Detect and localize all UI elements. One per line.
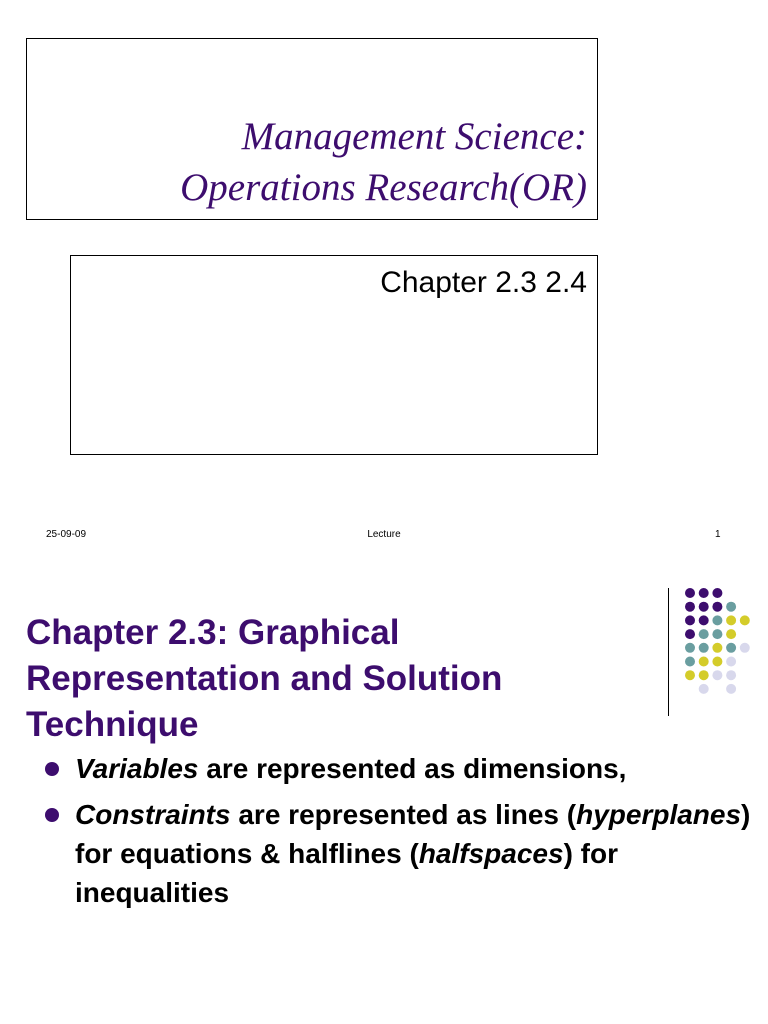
decorative-dot bbox=[699, 643, 709, 653]
bullet-emphasis: Variables bbox=[75, 753, 199, 784]
decorative-dot bbox=[699, 684, 709, 694]
footer-date: 25-09-09 bbox=[46, 529, 87, 540]
bullet-icon bbox=[45, 762, 59, 776]
decorative-dot bbox=[726, 615, 736, 625]
decorative-dot bbox=[726, 602, 736, 612]
footer-center-text: Lecture bbox=[367, 529, 401, 540]
decorative-dot bbox=[699, 657, 709, 667]
decorative-dot bbox=[726, 670, 736, 680]
decorative-dot bbox=[699, 670, 709, 680]
decorative-dot bbox=[685, 643, 695, 653]
decorative-dot bbox=[699, 602, 709, 612]
bullet-emphasis: hyperplanes bbox=[576, 799, 742, 830]
bullet-item bbox=[75, 795, 755, 912]
decorative-dot bbox=[712, 629, 722, 639]
decorative-dot bbox=[726, 684, 736, 694]
bullet-emphasis: halfspaces bbox=[418, 838, 564, 869]
title-line-1: Management Science: bbox=[241, 115, 587, 158]
bullet-icon bbox=[45, 808, 59, 822]
decorative-dot bbox=[685, 615, 695, 625]
decorative-dot bbox=[712, 643, 722, 653]
decorative-dot bbox=[685, 629, 695, 639]
bullet-emphasis: Constraints bbox=[75, 799, 231, 830]
decorative-dot bbox=[712, 657, 722, 667]
bullet-item bbox=[75, 749, 755, 788]
decorative-dot bbox=[712, 602, 722, 612]
title-line-2: Operations Research(OR) bbox=[180, 166, 587, 209]
bullet-text: are represented as dimensions, bbox=[198, 753, 627, 784]
decorative-dot bbox=[726, 643, 736, 653]
decorative-dot bbox=[712, 670, 722, 680]
decorative-dot bbox=[726, 657, 736, 667]
decorative-dot bbox=[685, 657, 695, 667]
decorative-dot bbox=[685, 670, 695, 680]
decorative-dot bbox=[712, 588, 722, 598]
decorative-dot bbox=[699, 588, 709, 598]
slide2-title: Chapter 2.3: Graphical Representation and Solution Technique bbox=[26, 613, 503, 744]
bullet-text: ) for equations & halflines ( bbox=[75, 799, 751, 869]
decorative-dot bbox=[726, 629, 736, 639]
slide-subtitle: Chapter 2.3 2.4 bbox=[380, 266, 587, 299]
decorative-dot bbox=[699, 615, 709, 625]
decorative-dot bbox=[740, 643, 750, 653]
decorative-dot bbox=[685, 602, 695, 612]
decorative-dot bbox=[699, 629, 709, 639]
bullet-text: are represented as lines ( bbox=[230, 799, 577, 830]
decorative-dot bbox=[712, 615, 722, 625]
footer-page-number: 1 bbox=[715, 529, 721, 540]
decorative-dot bbox=[740, 615, 750, 625]
decorative-dot bbox=[685, 588, 695, 598]
bullet-text: ) for inequalities bbox=[75, 838, 618, 908]
